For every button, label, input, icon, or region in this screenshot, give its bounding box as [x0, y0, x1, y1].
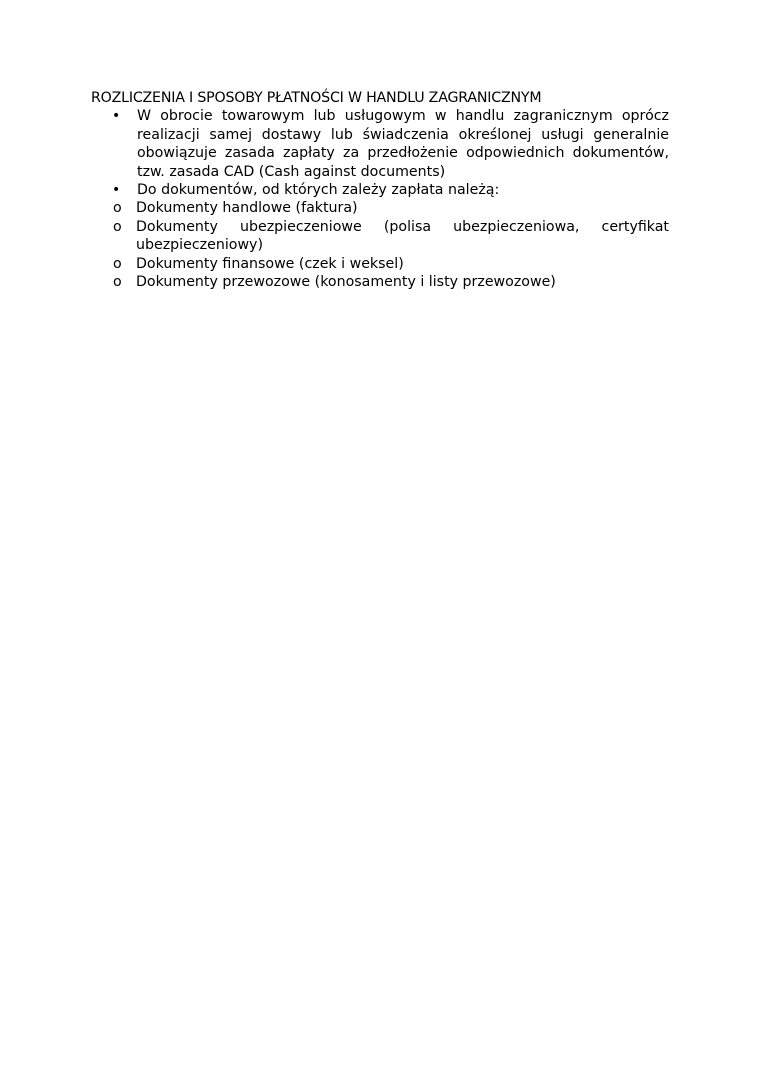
sub-bullet-text: Dokumenty ubezpieczeniowe (polisa ubezpieczeniowa, certyfikat ubezpieczeniowy)	[136, 218, 669, 254]
sub-bullet-marker: o	[113, 274, 122, 291]
sub-bullet-item	[91, 255, 669, 273]
sub-bullet-marker: o	[113, 200, 122, 217]
bullet-text: W obrocie towarowym lub usługowym w handlu zagranicznym oprócz realizacji samej dostawy lub świadczenia określonej usługi generalnie obowiązuje zasada zapłaty za przedłożenie odpowiednich dokumentów, tzw. zasada CAD (Cash against documents)	[137, 108, 669, 180]
bullet-item	[91, 107, 669, 181]
sub-bullet-item	[91, 218, 669, 255]
bullet-item	[91, 181, 669, 199]
sub-bullet-item	[91, 273, 669, 291]
bullet-marker: •	[112, 182, 121, 199]
sub-bullet-marker: o	[113, 255, 122, 272]
sub-bullet-list	[91, 199, 669, 291]
bullet-text: Do dokumentów, od których zależy zapłata należą:	[137, 182, 500, 199]
bullet-list	[91, 107, 669, 199]
document-content	[91, 89, 669, 291]
sub-bullet-text: Dokumenty handlowe (faktura)	[136, 200, 358, 217]
document-title: ROZLICZENIA I SPOSOBY PŁATNOŚCI W HANDLU ZAGRANICZNYM	[91, 90, 542, 106]
bullet-marker: •	[112, 108, 121, 125]
sub-bullet-text: Dokumenty przewozowe (konosamenty i listy przewozowe)	[136, 274, 556, 291]
sub-bullet-item	[91, 199, 669, 217]
sub-bullet-text: Dokumenty finansowe (czek i weksel)	[136, 255, 404, 272]
sub-bullet-marker: o	[113, 218, 122, 235]
